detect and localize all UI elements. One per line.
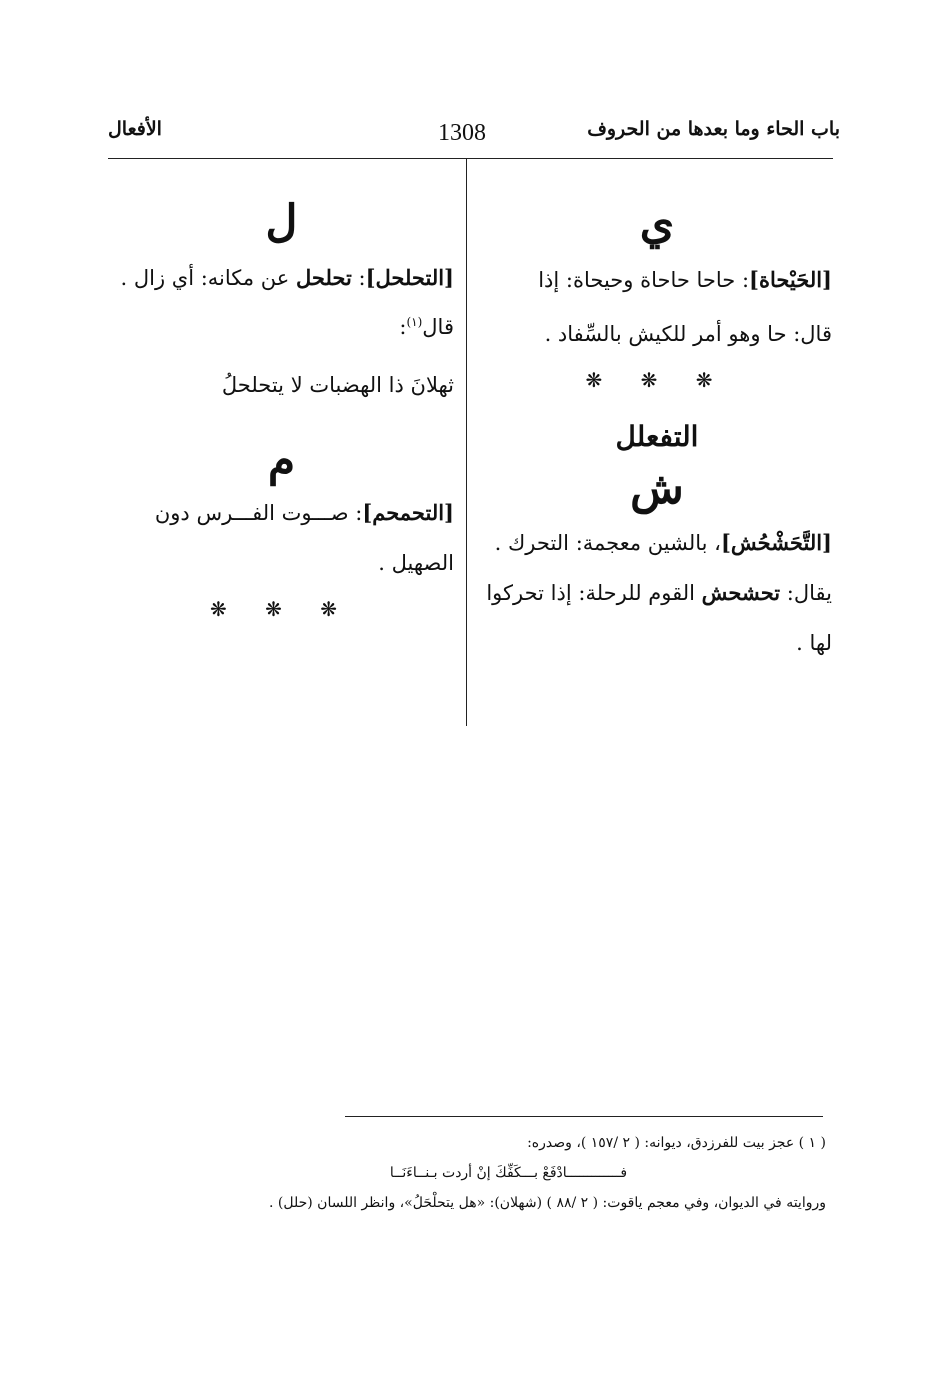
text-run: يقال: bbox=[780, 581, 832, 605]
left-column bbox=[109, 150, 454, 621]
footnote-rule bbox=[345, 1116, 823, 1117]
entry-tahashhush-cont bbox=[482, 575, 832, 611]
running-header-section: الأفعال bbox=[108, 118, 162, 140]
letter-heading-mim: م bbox=[267, 435, 296, 486]
text-run: : bbox=[399, 315, 407, 339]
text-run: قال bbox=[422, 315, 454, 339]
entry-tahalhul bbox=[109, 260, 454, 296]
letter-heading-ya: ي bbox=[639, 198, 675, 249]
page-number: 1308 bbox=[438, 120, 486, 146]
right-column bbox=[482, 150, 832, 661]
footnotes bbox=[121, 1128, 826, 1218]
entry-definition: : صـــوت الفـــرس دون bbox=[154, 501, 363, 525]
entry-tahamhum bbox=[109, 495, 454, 531]
headword: تحلحل bbox=[296, 265, 352, 290]
text-run: : bbox=[351, 266, 366, 290]
entry-hayhat-cont: قال: حا وهو أمر للكيش بالسِّفاد . bbox=[544, 322, 832, 346]
entry-definition: عن مكانه: أي زال . bbox=[120, 266, 296, 290]
column-divider bbox=[466, 158, 467, 726]
verse-line: ثهلانَ ذا الهضبات لا يتحلحلُ bbox=[221, 373, 454, 397]
footnote-verse: فـــــــــــــادْفَعْ بـــكَفِّكَ إنْ أردت بـنــاءَنَــا bbox=[389, 1165, 628, 1181]
entry-term: [الحَيْحاة] bbox=[749, 267, 832, 292]
entry-tahamhum-cont: الصهيل . bbox=[378, 551, 454, 575]
entry-definition: : حاحا حاحاة وحيحاة: إذا bbox=[538, 268, 750, 292]
letter-heading-shin: ش bbox=[630, 463, 684, 514]
footnote-line: ( ١ ) عجز بيت للفرزدق، ديوانه: ( ٢ /١٥٧ )، وصدره: bbox=[527, 1135, 826, 1151]
entry-hayhat bbox=[482, 262, 832, 298]
entry-tahashhush-end: لها . bbox=[796, 631, 832, 655]
section-separator: ❋ ❋ ❋ bbox=[585, 368, 729, 392]
section-title: التفعلل bbox=[615, 420, 699, 453]
letter-heading-lam: ل bbox=[265, 196, 298, 247]
entry-definition: ، بالشين معجمة: التحرك . bbox=[494, 531, 721, 555]
running-header-chapter: باب الحاء وما بعدها من الحروف bbox=[587, 118, 840, 140]
entry-tahashhush bbox=[482, 525, 832, 561]
footnote-line: وروايته في الديوان، وفي معجم ياقوت: ( ٢ /٨٨ ) (شهلان): «هل يتحلْحَلُ»، وانظر اللسان (حلل) . bbox=[269, 1195, 826, 1211]
footnote-marker: (١) bbox=[406, 315, 423, 329]
entry-term: [التحلحل] bbox=[365, 265, 454, 290]
headword: تحشحش bbox=[701, 580, 781, 605]
section-separator: ❋ ❋ ❋ bbox=[210, 597, 353, 621]
entry-term: [التحمحم] bbox=[362, 500, 454, 525]
text-run: القوم للرحلة: إذا تحركوا bbox=[486, 581, 702, 605]
entry-term: [التَّحَشْحُش] bbox=[720, 530, 832, 555]
citation-intro bbox=[109, 304, 454, 345]
